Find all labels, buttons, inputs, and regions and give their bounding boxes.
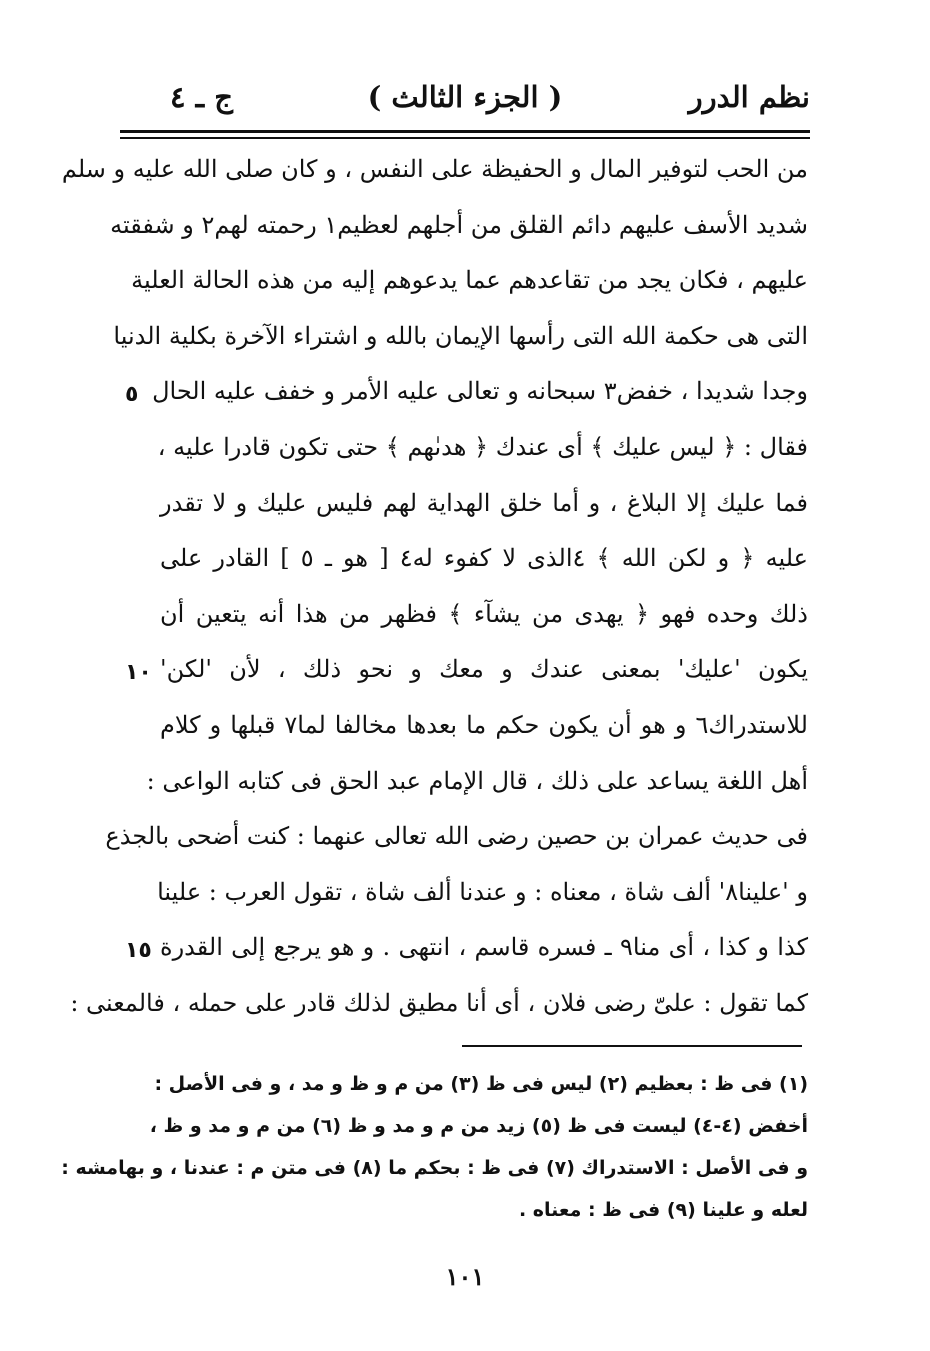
running-header <box>120 80 810 130</box>
line-number-15: ١٥ <box>125 938 152 963</box>
volume-reference: ج ـ ٤ <box>170 80 233 114</box>
page-number: ١٠١ <box>445 1262 485 1291</box>
footnote-line: لعله و علينا (٩) فى ظ : معناه . <box>518 1199 808 1221</box>
text-line: وجدا شديدا ، خفض٣ سبحانه و تعالى عليه الأمر و خفف عليه الحال <box>152 377 808 406</box>
footnotes <box>61 1063 808 1231</box>
book-title: نظم الدرر <box>688 80 810 114</box>
text-line: كما تقول : علىّ رضى فلان ، أى أنا مطيق لذلك قادر على حمله ، فالمعنى : <box>70 988 808 1017</box>
text-line: فما عليك إلا البلاغ ، و أما خلق الهداية لهم فليس عليك و لا تقدر <box>160 488 808 517</box>
text-line: شديد الأسف عليهم دائم القلق من أجلهم لعظيم١ رحمته لهم٢ و شفقته <box>110 210 808 239</box>
text-line: التى هى حكمة الله التى رأسها الإيمان بالله و اشتراء الآخرة بكلية الدنيا <box>113 321 808 350</box>
text-line: للاستدراك٦ و هو أن يكون حكم ما بعدها مخالفا لما٧ قبلها و كلام <box>160 710 808 739</box>
line-number-10: ١٠ <box>125 660 152 685</box>
line-number-5: ٥ <box>125 382 139 407</box>
text-line: يكون 'عليك' بمعنى عندك و معك و نحو ذلك ، لأن 'لكن' <box>160 655 808 684</box>
text-line: أهل اللغة يساعد على ذلك ، قال الإمام عبد الحق فى كتابه الواعى : <box>146 766 808 795</box>
text-line: ذلك وحده فهو ﴿ يهدى من يشآء ﴾ فظهر من هذا أنه يتعين أن <box>160 599 808 628</box>
header-rule-thick <box>120 130 810 133</box>
header-rule-thin <box>120 137 810 139</box>
part-label: ( الجزء الثالث ) <box>367 80 563 114</box>
text-line: كذا و كذا ، أى منا٩ ـ فسره قاسم ، انتهى . و هو يرجع إلى القدرة <box>160 933 809 962</box>
text-line: من الحب لتوفير المال و الحفيظة على النفس ، و كان صلى الله عليه و سلم <box>61 155 808 183</box>
footnote-line: و فى الأصل : الاستدراك (٧) فى ظ : بحكم ما (٨) فى متن م : عندنا ، و بهامشه : <box>61 1157 808 1179</box>
text-line: و 'علينا٨' ألف شاة ، معناه : و عندنا ألف شاة ، تقول العرب : علينا <box>157 877 808 906</box>
footnote-separator <box>462 1045 802 1047</box>
text-line: عليهم ، فكان يجد من تقاعدهم عما يدعوهم إليه من هذه الحالة العلية <box>131 266 808 295</box>
text-line: فى حديث عمران بن حصين رضى الله تعالى عنهما : كنت أضحى بالجذع <box>105 822 808 851</box>
text-line: فقال : ﴿ ليس عليك ﴾ أى عندك ﴿ هدىٰهم ﴾ حتى تكون قادرا عليه ، <box>157 432 808 461</box>
footnote-line: أخفض (٤-٤) ليست فى ظ (٥) زيد من م و مد و ظ (٦) من م و مد و ظ ، <box>149 1115 808 1137</box>
text-line: عليه ﴿ و لكن الله ﴾ ٤الذى لا كفوء له٤ [ هو ـ ٥ ] القادر على <box>160 544 808 573</box>
footnote-line: (١) فى ظ : بعظيم (٢) ليس فى ظ (٣) من م و ظ و مد ، و فى الأصل : <box>154 1073 808 1095</box>
